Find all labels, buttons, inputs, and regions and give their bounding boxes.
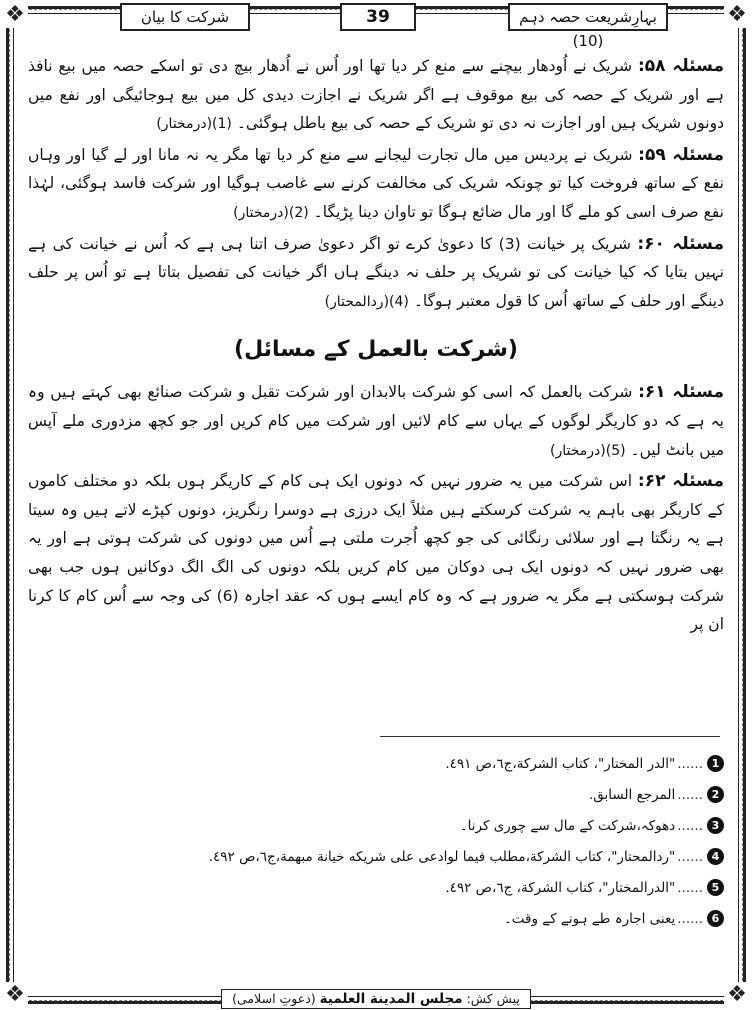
masala-58 <box>28 52 724 139</box>
footnote-item <box>40 841 724 872</box>
footnote-dots: ...... <box>677 817 703 834</box>
footnote-text: دھوکہ،شرکت کے مال سے چوری کرنا۔ <box>459 817 676 834</box>
page-header <box>40 3 712 50</box>
footnote-dots: ...... <box>677 755 703 772</box>
masala-text: اس شرکت میں یہ ضرور نہیں کہ دونوں ایک ہی کام کے کاریگر ہوں بلکہ دو مختلف کاموں کے کاریگر بھی باہم یہ شرکت کرسکتے ہیں مثلاً ایک درزی ہے دوسرا رنگریز، دونوں کپڑے لاتے ہیں وہ سیتا ہے یہ رنگتا ہے اور سلائی رنگائی کی جو کچھ اُجرت ملتی ہے اُس میں دونوں کی شرکت ہوتی ہے اور یہ بھی ضرور نہیں کہ دونوں ایک ہی دوکان میں کام کریں بلکہ دونوں کی الگ الگ دوکانیں ہوں جب بھی شرکت ہوسکتی ہے مگر یہ ضرور ہے کہ وہ کام ایسے ہوں کہ عقد اجارہ (6) کی وجہ سے اُس کام کا کرنا ان پر <box>28 472 724 634</box>
footer-suffix: (دعوتِ اسلامی) <box>232 991 316 1006</box>
section-heading: (شرکت بالعمل کے مسائل) <box>234 337 518 363</box>
footer-org: مجلس المدينة العلمية <box>319 991 463 1007</box>
masala-label: مسئلہ ۶۱: <box>638 382 724 403</box>
page-footer <box>0 988 752 1009</box>
footnote-item <box>40 779 724 810</box>
masala-text: شریک پر خیانت (3) کا دعویٰ کرے تو اگر دعویٰ صرف اتنا ہی ہے کہ اُس نے خیانت کی ہے نہیں بتایا کہ کیا خیانت کی تو شریک پر حلف نہ دینگے ہاں اگر خیانت کی تفصیل بتاتا ہے تو اُس پر حلف دینگے اور حلف کے ساتھ اُس کا قول معتبر ہوگا۔ <box>28 234 724 310</box>
footnote-text: المرجع السابق. <box>588 786 676 803</box>
footnote-divider <box>380 736 720 737</box>
footnote-dots: ...... <box>677 879 703 896</box>
masala-reference: (4)(ردالمحتار) <box>324 293 409 310</box>
masala-reference: (1)(درمختار) <box>156 116 232 133</box>
masala-label: مسئلہ ۵۸: <box>637 56 724 76</box>
footnote-text: یعنی اجارہ طے ہونے کے وقت۔ <box>503 910 676 927</box>
main-content <box>28 52 724 641</box>
footnote-item <box>40 903 724 934</box>
masala-60 <box>28 230 724 317</box>
footnote-dots: ...... <box>677 910 703 927</box>
masala-reference: (2)(درمختار) <box>233 204 309 221</box>
corner-ornament-icon: ❖ <box>2 982 28 1008</box>
masala-text: شریک نے پردیس میں مال تجارت لیجانے سے منع کر دیا تھا مگر یہ نہ مانا اور لے گیا اور وہاں نفع کے ساتھ فروخت کیا تو چونکہ شریک کی مخالفت کرنے سے غاصب ہوگیا اور شرکت فاسد ہوگئی، لہٰذا نفع صرف اسی کو ملے گا اور مال ضائع ہوگا تو تاوان دینا پڑیگا۔ <box>28 145 724 221</box>
footnote-item <box>40 872 724 903</box>
footnote-text: "الدر المختار"، كتاب الشركة،ج٦،ص ٤٩١. <box>445 755 676 772</box>
footnote-text: "ردالمحتار"، كتاب الشركة،مطلب فيما لوادعى على شريكه خيانة مبهمة،ج٦،ص ٤٩٢. <box>208 848 676 865</box>
footnote-number: 2 <box>707 786 724 803</box>
corner-ornament-icon: ❖ <box>2 2 28 28</box>
masala-text: شرکت بالعمل کہ اسی کو شرکت بالابدان اور شرکت تقبل و شرکت صنائع بھی کہتے ہیں وہ یہ ہے کہ دو کاریگر لوگوں کے یہاں سے کام لائیں اور شرکت میں کام کریں اور جو کچھ مزدوری ملے آپس میں بانٹ لیں۔ <box>28 383 724 459</box>
page-number: 39 <box>340 3 416 31</box>
corner-ornament-icon: ❖ <box>724 982 750 1008</box>
footnotes <box>40 748 724 934</box>
masala-59 <box>28 141 724 228</box>
chapter-title: شرکت کا بیان <box>120 3 250 31</box>
footnote-number: 5 <box>707 879 724 896</box>
footnote-number: 4 <box>707 848 724 865</box>
footnote-number: 3 <box>707 817 724 834</box>
masala-label: مسئلہ ۶۰: <box>637 233 724 254</box>
book-title: بہارِشریعت حصہ دہم (10) <box>508 3 668 31</box>
footnote-number: 6 <box>707 910 724 927</box>
footnote-text: "الدرالمختار"، كتاب الشركة، ج٦،ص ٤٩٢. <box>445 879 676 896</box>
masala-text: شریک نے اُودھار بیچنے سے منع کر دیا تھا اور اُس نے اُدھار بیچ دی تو اسکے حصہ میں بیع نافذ ہے اور شریک کے حصہ کی بیع موقوف ہے اگر شریک نے اجازت دیدی کل میں بیع ہوجائیگی اور نفع میں دونوں شریک ہیں اور اجازت نہ دی تو شریک کے حصہ کی بیع باطل ہوگئی۔ <box>28 57 724 133</box>
footnote-dots: ...... <box>677 848 703 865</box>
masala-label: مسئلہ ۵۹: <box>638 144 724 165</box>
footer-publisher <box>221 989 531 1009</box>
masala-reference: (5)(درمختار) <box>550 442 626 459</box>
corner-ornament-icon: ❖ <box>724 2 750 28</box>
masala-61 <box>28 378 724 465</box>
masala-label: مسئلہ ۶۲: <box>637 471 724 492</box>
footnote-number: 1 <box>707 755 724 772</box>
footer-prefix: پیش کش: <box>466 991 520 1006</box>
footnote-item <box>40 748 724 779</box>
footnote-dots: ...... <box>677 786 703 803</box>
masala-62 <box>28 467 724 639</box>
footnote-item <box>40 810 724 841</box>
